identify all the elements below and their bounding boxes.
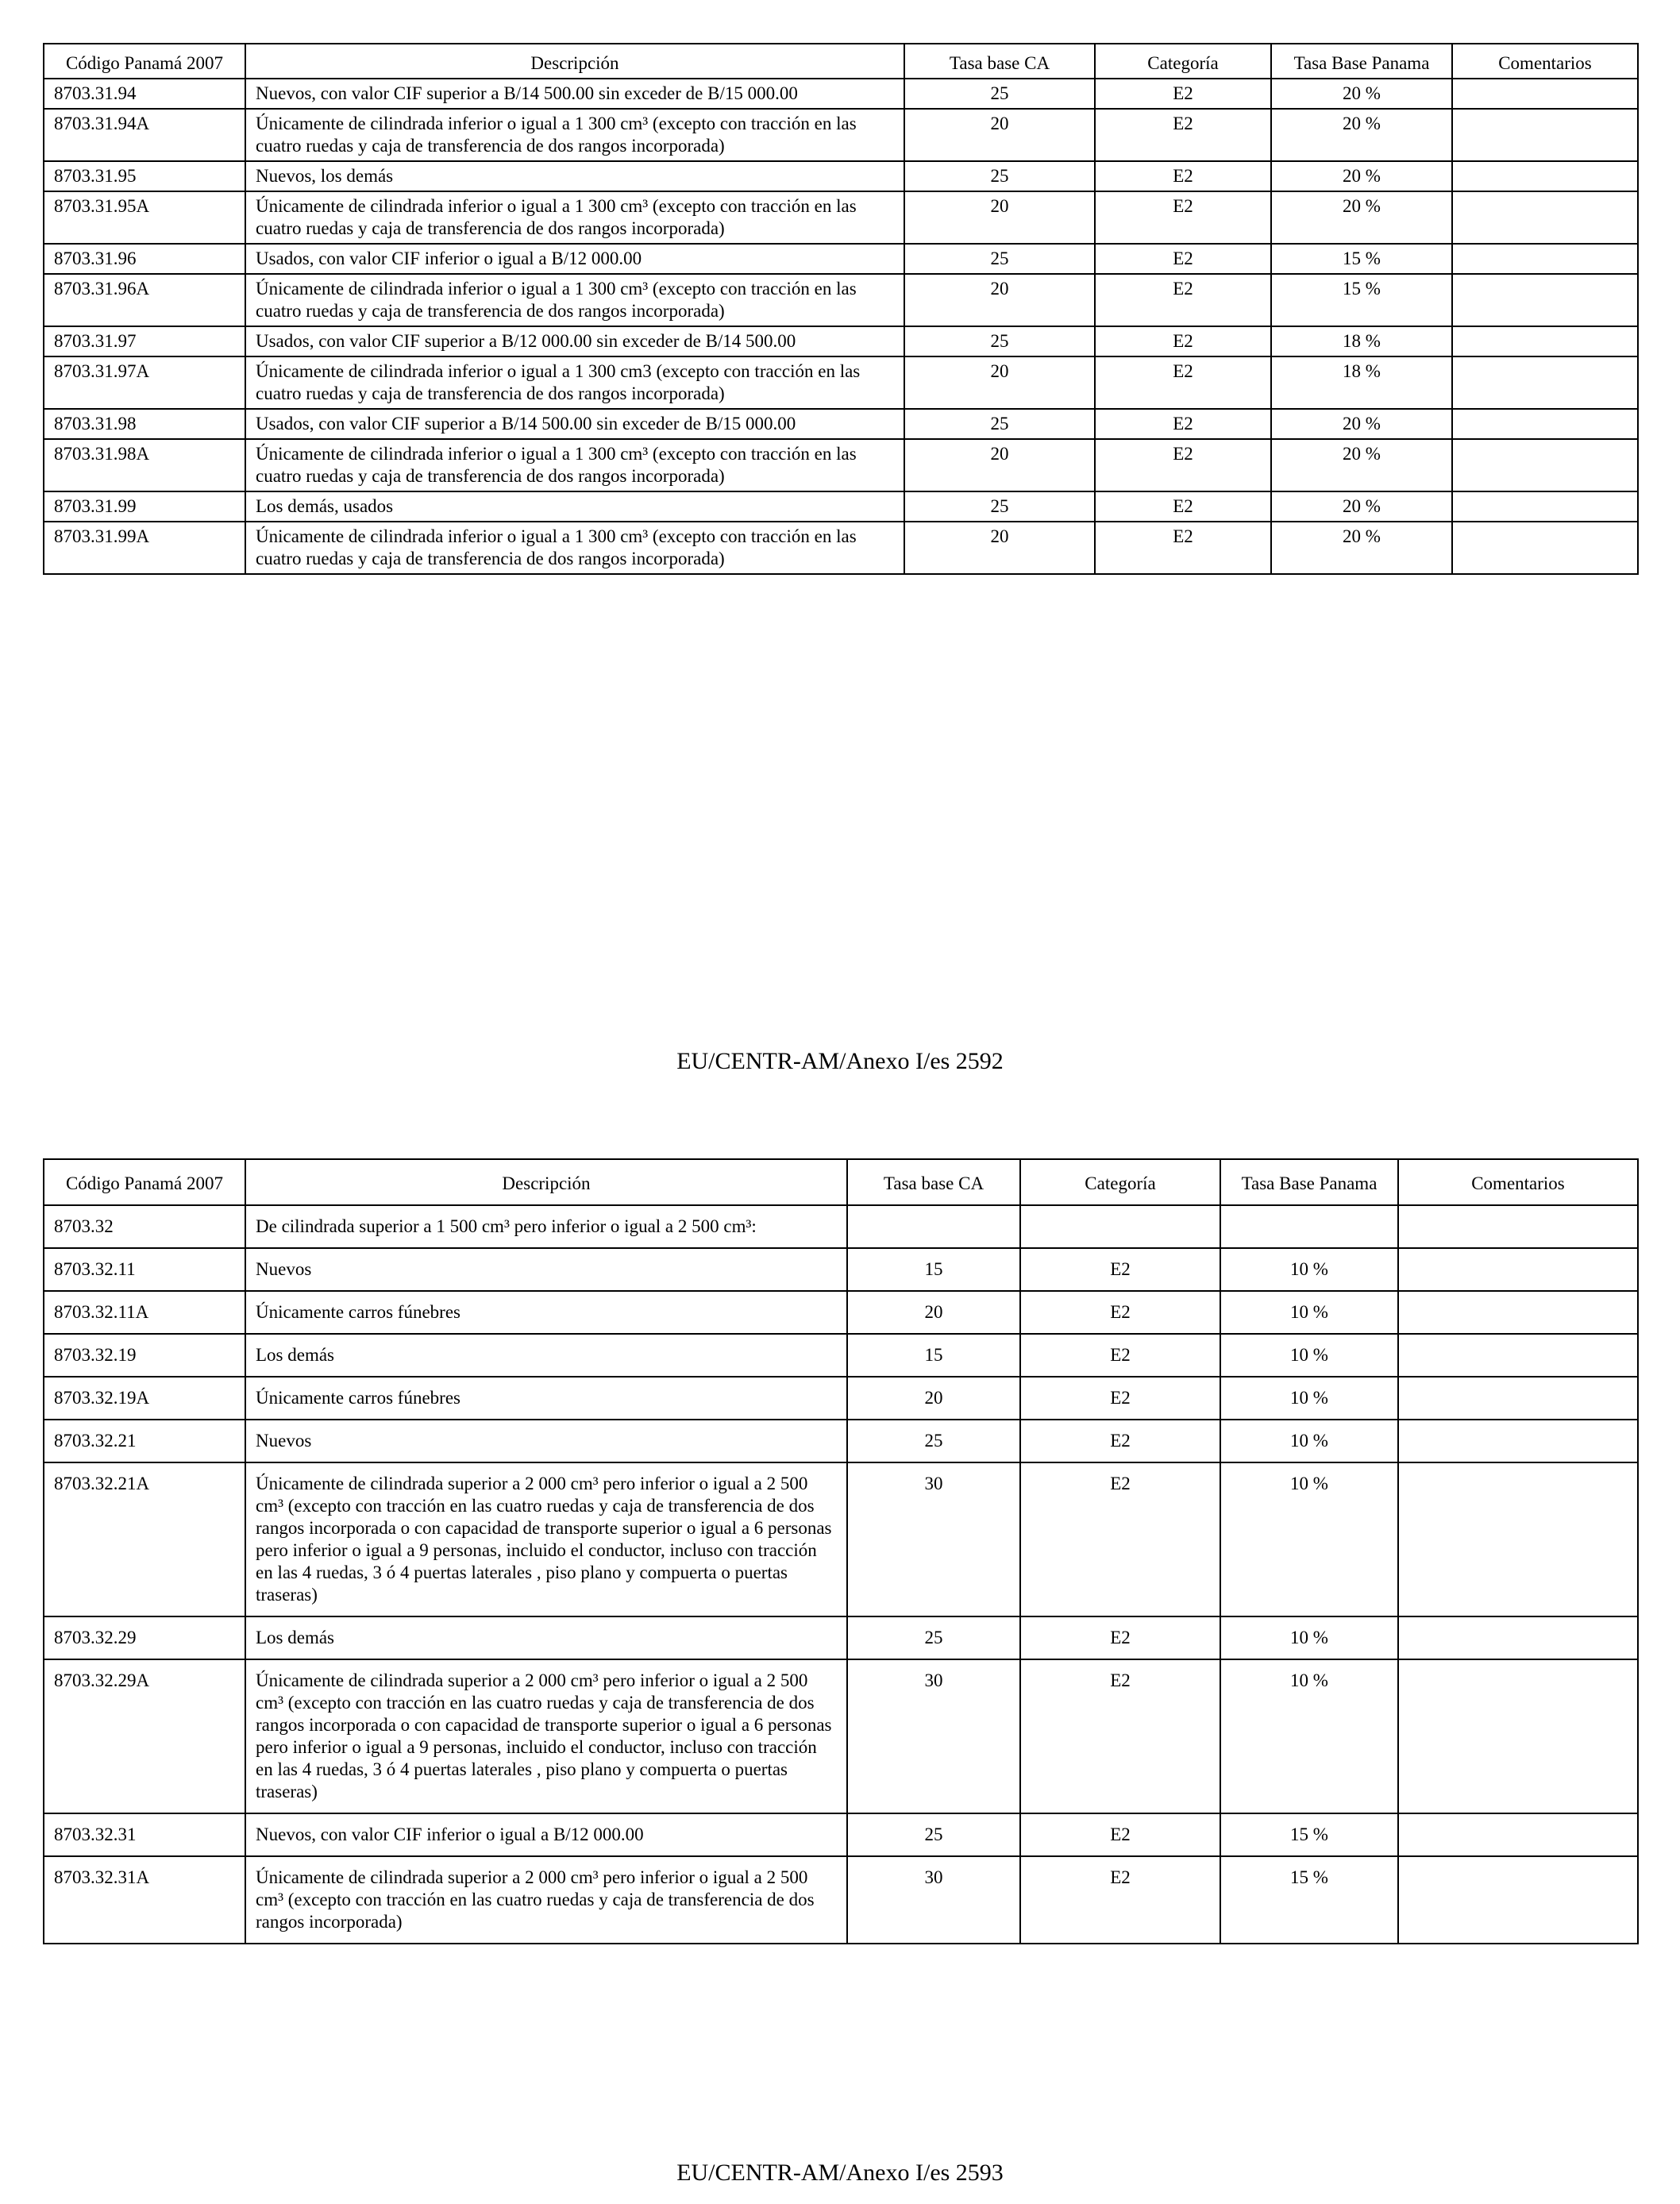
base-rate-panama-cell: 15 % bbox=[1271, 244, 1452, 274]
table-row bbox=[44, 409, 1638, 439]
comments-cell bbox=[1398, 1334, 1638, 1377]
base-rate-panama-cell: 20 % bbox=[1271, 161, 1452, 191]
header-code: Código Panamá 2007 bbox=[44, 44, 245, 79]
description-cell: Nuevos bbox=[245, 1248, 847, 1291]
base-rate-ca-cell: 30 bbox=[847, 1462, 1020, 1616]
comments-cell bbox=[1398, 1462, 1638, 1616]
description-cell: Únicamente de cilindrada inferior o igual a 1 300 cm3 (excepto con tracción en las cuatro ruedas y caja de transferencia de dos rangos incorporada) bbox=[245, 356, 904, 409]
table-row bbox=[44, 1420, 1638, 1462]
base-rate-panama-cell: 18 % bbox=[1271, 326, 1452, 356]
comments-cell bbox=[1452, 191, 1638, 244]
tariff-code-cell: 8703.32.21A bbox=[44, 1462, 245, 1616]
description-cell: Únicamente de cilindrada inferior o igual a 1 300 cm³ (excepto con tracción en las cuatro ruedas y caja de transferencia de dos rangos incorporada) bbox=[245, 274, 904, 326]
table-row bbox=[44, 1377, 1638, 1420]
base-rate-panama-cell: 20 % bbox=[1271, 409, 1452, 439]
table-row bbox=[44, 1248, 1638, 1291]
header-category: Categoría bbox=[1020, 1159, 1220, 1205]
table-row bbox=[44, 1205, 1638, 1248]
base-rate-ca-cell: 25 bbox=[904, 326, 1095, 356]
base-rate-panama-cell: 20 % bbox=[1271, 109, 1452, 161]
tariff-table-page-2 bbox=[43, 1158, 1639, 1944]
category-cell: E2 bbox=[1095, 274, 1271, 326]
comments-cell bbox=[1452, 109, 1638, 161]
table-row bbox=[44, 1813, 1638, 1856]
base-rate-panama-cell: 15 % bbox=[1271, 274, 1452, 326]
base-rate-ca-cell: 25 bbox=[904, 491, 1095, 522]
table-row bbox=[44, 1616, 1638, 1659]
base-rate-ca-cell: 25 bbox=[847, 1616, 1020, 1659]
base-rate-ca-cell: 20 bbox=[904, 356, 1095, 409]
table-header-row bbox=[44, 44, 1638, 79]
comments-cell bbox=[1398, 1813, 1638, 1856]
base-rate-panama-cell: 10 % bbox=[1220, 1291, 1398, 1334]
description-cell: Los demás, usados bbox=[245, 491, 904, 522]
page-footer: EU/CENTR-AM/Anexo I/es 2593 bbox=[676, 2160, 1004, 2186]
header-comments: Comentarios bbox=[1398, 1159, 1638, 1205]
table-row bbox=[44, 522, 1638, 574]
description-cell: Nuevos, los demás bbox=[245, 161, 904, 191]
base-rate-panama-cell: 10 % bbox=[1220, 1659, 1398, 1813]
base-rate-panama-cell: 20 % bbox=[1271, 79, 1452, 109]
base-rate-ca-cell: 20 bbox=[847, 1291, 1020, 1334]
description-cell: Únicamente de cilindrada inferior o igual a 1 300 cm³ (excepto con tracción en las cuatro ruedas y caja de transferencia de dos rangos incorporada) bbox=[245, 439, 904, 491]
comments-cell bbox=[1452, 522, 1638, 574]
comments-cell bbox=[1452, 491, 1638, 522]
base-rate-panama-cell: 15 % bbox=[1220, 1813, 1398, 1856]
base-rate-panama-cell: 20 % bbox=[1271, 491, 1452, 522]
comments-cell bbox=[1452, 79, 1638, 109]
category-cell: E2 bbox=[1020, 1334, 1220, 1377]
base-rate-panama-cell: 10 % bbox=[1220, 1377, 1398, 1420]
comments-cell bbox=[1452, 439, 1638, 491]
table-row bbox=[44, 439, 1638, 491]
tariff-code-cell: 8703.32.21 bbox=[44, 1420, 245, 1462]
category-cell: E2 bbox=[1095, 491, 1271, 522]
tariff-code-cell: 8703.31.97A bbox=[44, 356, 245, 409]
comments-cell bbox=[1398, 1420, 1638, 1462]
description-cell: Los demás bbox=[245, 1334, 847, 1377]
base-rate-ca-cell: 30 bbox=[847, 1659, 1020, 1813]
base-rate-panama-cell: 20 % bbox=[1271, 191, 1452, 244]
base-rate-ca-cell bbox=[847, 1205, 1020, 1248]
base-rate-ca-cell: 20 bbox=[904, 274, 1095, 326]
category-cell: E2 bbox=[1020, 1291, 1220, 1334]
tariff-code-cell: 8703.32.31 bbox=[44, 1813, 245, 1856]
category-cell: E2 bbox=[1020, 1813, 1220, 1856]
description-cell: Únicamente de cilindrada superior a 2 000 cm³ pero inferior o igual a 2 500 cm³ (excepto con tracción en las cuatro ruedas y caja de transferencia de dos rangos incorporada o con capacidad de transporte superior o igual a 6 personas pero inferior o igual a 9 personas, incluido el conductor, incluso con tracción en las 4 ruedas, 3 ó 4 puertas laterales , piso plano y compuerta o puertas traseras) bbox=[245, 1462, 847, 1616]
tariff-code-cell: 8703.31.94A bbox=[44, 109, 245, 161]
base-rate-panama-cell: 20 % bbox=[1271, 522, 1452, 574]
base-rate-ca-cell: 20 bbox=[847, 1377, 1020, 1420]
base-rate-panama-cell bbox=[1220, 1205, 1398, 1248]
header-description: Descripción bbox=[245, 44, 904, 79]
description-cell: Únicamente de cilindrada inferior o igual a 1 300 cm³ (excepto con tracción en las cuatro ruedas y caja de transferencia de dos rangos incorporada) bbox=[245, 522, 904, 574]
base-rate-panama-cell: 10 % bbox=[1220, 1248, 1398, 1291]
table-row bbox=[44, 191, 1638, 244]
comments-cell bbox=[1398, 1291, 1638, 1334]
base-rate-panama-cell: 10 % bbox=[1220, 1334, 1398, 1377]
category-cell: E2 bbox=[1020, 1659, 1220, 1813]
tariff-code-cell: 8703.31.96A bbox=[44, 274, 245, 326]
table-row bbox=[44, 161, 1638, 191]
tariff-table-page-1 bbox=[43, 43, 1639, 575]
table-row bbox=[44, 1291, 1638, 1334]
tariff-code-cell: 8703.32.19 bbox=[44, 1334, 245, 1377]
category-cell: E2 bbox=[1095, 356, 1271, 409]
description-cell: Únicamente de cilindrada superior a 2 000 cm³ pero inferior o igual a 2 500 cm³ (excepto con tracción en las cuatro ruedas y caja de transferencia de dos rangos incorporada) bbox=[245, 1856, 847, 1944]
tariff-code-cell: 8703.31.98 bbox=[44, 409, 245, 439]
base-rate-ca-cell: 25 bbox=[847, 1420, 1020, 1462]
tariff-code-cell: 8703.32.29 bbox=[44, 1616, 245, 1659]
table-row bbox=[44, 326, 1638, 356]
tariff-code-cell: 8703.32.31A bbox=[44, 1856, 245, 1944]
table-row bbox=[44, 1462, 1638, 1616]
comments-cell bbox=[1398, 1616, 1638, 1659]
comments-cell bbox=[1398, 1248, 1638, 1291]
base-rate-ca-cell: 20 bbox=[904, 191, 1095, 244]
comments-cell bbox=[1452, 409, 1638, 439]
table-row bbox=[44, 491, 1638, 522]
description-cell: Nuevos, con valor CIF superior a B/14 500.00 sin exceder de B/15 000.00 bbox=[245, 79, 904, 109]
base-rate-ca-cell: 25 bbox=[904, 244, 1095, 274]
base-rate-ca-cell: 15 bbox=[847, 1334, 1020, 1377]
description-cell: Nuevos bbox=[245, 1420, 847, 1462]
header-base-rate-ca: Tasa base CA bbox=[904, 44, 1095, 79]
base-rate-ca-cell: 20 bbox=[904, 439, 1095, 491]
base-rate-panama-cell: 10 % bbox=[1220, 1462, 1398, 1616]
base-rate-panama-cell: 20 % bbox=[1271, 439, 1452, 491]
header-base-rate-panama: Tasa Base Panama bbox=[1220, 1159, 1398, 1205]
category-cell: E2 bbox=[1020, 1420, 1220, 1462]
tariff-code-cell: 8703.31.97 bbox=[44, 326, 245, 356]
category-cell: E2 bbox=[1020, 1377, 1220, 1420]
description-cell: Únicamente de cilindrada inferior o igual a 1 300 cm³ (excepto con tracción en las cuatro ruedas y caja de transferencia de dos rangos incorporada) bbox=[245, 191, 904, 244]
header-code: Código Panamá 2007 bbox=[44, 1159, 245, 1205]
tariff-code-cell: 8703.31.95A bbox=[44, 191, 245, 244]
category-cell: E2 bbox=[1095, 244, 1271, 274]
description-cell: Los demás bbox=[245, 1616, 847, 1659]
base-rate-panama-cell: 18 % bbox=[1271, 356, 1452, 409]
comments-cell bbox=[1452, 326, 1638, 356]
tariff-code-cell: 8703.31.98A bbox=[44, 439, 245, 491]
table-row bbox=[44, 1659, 1638, 1813]
category-cell: E2 bbox=[1095, 109, 1271, 161]
tariff-code-cell: 8703.31.99 bbox=[44, 491, 245, 522]
base-rate-ca-cell: 20 bbox=[904, 522, 1095, 574]
base-rate-ca-cell: 15 bbox=[847, 1248, 1020, 1291]
table-row bbox=[44, 109, 1638, 161]
comments-cell bbox=[1452, 356, 1638, 409]
category-cell: E2 bbox=[1095, 522, 1271, 574]
tariff-code-cell: 8703.32 bbox=[44, 1205, 245, 1248]
table-row bbox=[44, 274, 1638, 326]
comments-cell bbox=[1398, 1856, 1638, 1944]
description-cell: Únicamente carros fúnebres bbox=[245, 1377, 847, 1420]
description-cell: De cilindrada superior a 1 500 cm³ pero inferior o igual a 2 500 cm³: bbox=[245, 1205, 847, 1248]
comments-cell bbox=[1398, 1659, 1638, 1813]
description-cell: Únicamente carros fúnebres bbox=[245, 1291, 847, 1334]
table-row bbox=[44, 79, 1638, 109]
base-rate-ca-cell: 25 bbox=[904, 161, 1095, 191]
category-cell: E2 bbox=[1095, 191, 1271, 244]
description-cell: Usados, con valor CIF inferior o igual a B/12 000.00 bbox=[245, 244, 904, 274]
tariff-code-cell: 8703.32.11 bbox=[44, 1248, 245, 1291]
base-rate-ca-cell: 25 bbox=[904, 79, 1095, 109]
description-cell: Únicamente de cilindrada inferior o igual a 1 300 cm³ (excepto con tracción en las cuatro ruedas y caja de transferencia de dos rangos incorporada) bbox=[245, 109, 904, 161]
table-header-row bbox=[44, 1159, 1638, 1205]
comments-cell bbox=[1398, 1377, 1638, 1420]
comments-cell bbox=[1452, 244, 1638, 274]
base-rate-panama-cell: 10 % bbox=[1220, 1616, 1398, 1659]
category-cell: E2 bbox=[1095, 161, 1271, 191]
page-footer: EU/CENTR-AM/Anexo I/es 2592 bbox=[676, 1048, 1004, 1074]
category-cell: E2 bbox=[1020, 1462, 1220, 1616]
base-rate-ca-cell: 25 bbox=[904, 409, 1095, 439]
description-cell: Nuevos, con valor CIF inferior o igual a B/12 000.00 bbox=[245, 1813, 847, 1856]
category-cell: E2 bbox=[1095, 409, 1271, 439]
comments-cell bbox=[1452, 161, 1638, 191]
table-row bbox=[44, 1334, 1638, 1377]
header-description: Descripción bbox=[245, 1159, 847, 1205]
header-base-rate-ca: Tasa base CA bbox=[847, 1159, 1020, 1205]
tariff-code-cell: 8703.31.95 bbox=[44, 161, 245, 191]
description-cell: Usados, con valor CIF superior a B/12 000.00 sin exceder de B/14 500.00 bbox=[245, 326, 904, 356]
description-cell: Usados, con valor CIF superior a B/14 500.00 sin exceder de B/15 000.00 bbox=[245, 409, 904, 439]
table-row bbox=[44, 1856, 1638, 1944]
tariff-code-cell: 8703.32.11A bbox=[44, 1291, 245, 1334]
base-rate-panama-cell: 10 % bbox=[1220, 1420, 1398, 1462]
tariff-code-cell: 8703.31.96 bbox=[44, 244, 245, 274]
category-cell: E2 bbox=[1095, 439, 1271, 491]
comments-cell bbox=[1452, 274, 1638, 326]
header-base-rate-panama: Tasa Base Panama bbox=[1271, 44, 1452, 79]
category-cell: E2 bbox=[1020, 1248, 1220, 1291]
description-cell: Únicamente de cilindrada superior a 2 000 cm³ pero inferior o igual a 2 500 cm³ (excepto con tracción en las cuatro ruedas y caja de transferencia de dos rangos incorporada o con capacidad de transporte superior o igual a 6 personas pero inferior o igual a 9 personas, incluido el conductor, incluso con tracción en las 4 ruedas, 3 ó 4 puertas laterales , piso plano y compuerta o puertas traseras) bbox=[245, 1659, 847, 1813]
base-rate-panama-cell: 15 % bbox=[1220, 1856, 1398, 1944]
category-cell: E2 bbox=[1095, 79, 1271, 109]
tariff-code-cell: 8703.31.94 bbox=[44, 79, 245, 109]
base-rate-ca-cell: 20 bbox=[904, 109, 1095, 161]
base-rate-ca-cell: 30 bbox=[847, 1856, 1020, 1944]
tariff-code-cell: 8703.31.99A bbox=[44, 522, 245, 574]
table-row bbox=[44, 356, 1638, 409]
category-cell: E2 bbox=[1095, 326, 1271, 356]
tariff-code-cell: 8703.32.29A bbox=[44, 1659, 245, 1813]
category-cell: E2 bbox=[1020, 1856, 1220, 1944]
category-cell bbox=[1020, 1205, 1220, 1248]
table-row bbox=[44, 244, 1638, 274]
comments-cell bbox=[1398, 1205, 1638, 1248]
header-comments: Comentarios bbox=[1452, 44, 1638, 79]
category-cell: E2 bbox=[1020, 1616, 1220, 1659]
base-rate-ca-cell: 25 bbox=[847, 1813, 1020, 1856]
header-category: Categoría bbox=[1095, 44, 1271, 79]
tariff-code-cell: 8703.32.19A bbox=[44, 1377, 245, 1420]
